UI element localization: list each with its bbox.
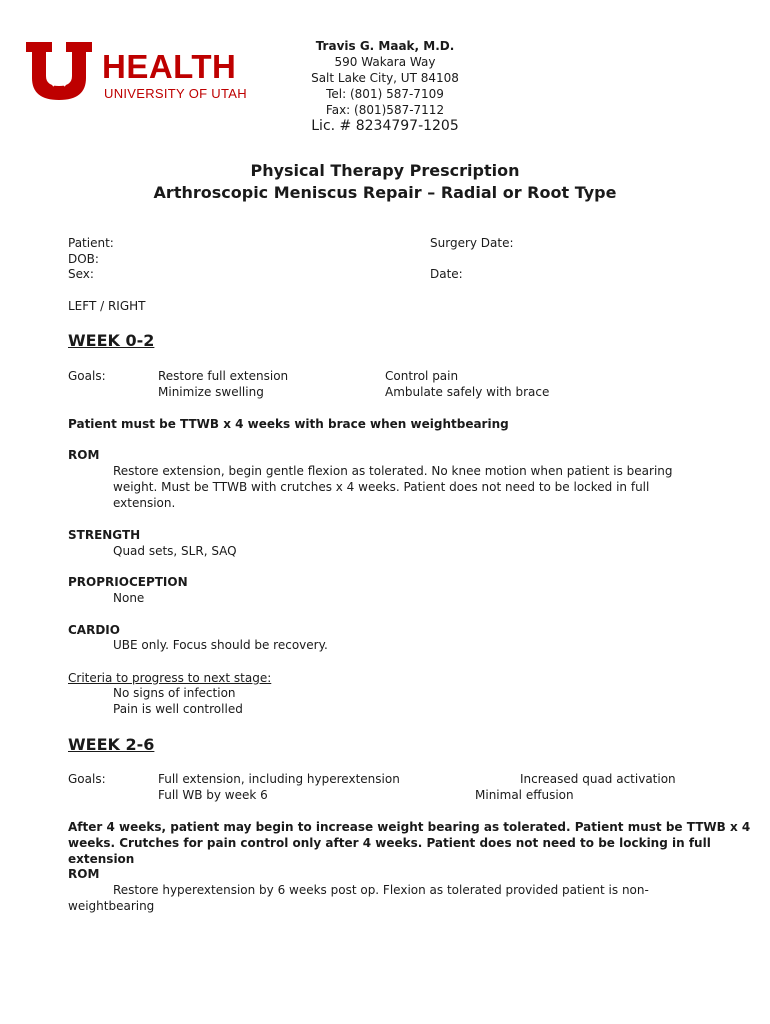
u-block-logo-icon — [26, 42, 98, 100]
week1-criteria-label: Criteria to progress to next stage: — [68, 671, 272, 685]
week1-criteria-2: Pain is well controlled — [113, 702, 243, 716]
side-selection: LEFT / RIGHT — [68, 299, 146, 313]
week-0-2-heading: WEEK 0-2 — [68, 331, 155, 350]
week1-cardio-text: UBE only. Focus should be recovery. — [113, 638, 328, 652]
week1-strength-text: Quad sets, SLR, SAQ — [113, 544, 237, 558]
week1-goal-1: Restore full extension — [158, 369, 289, 383]
dob-label: DOB: — [68, 252, 99, 266]
phone-number: Tel: (801) 587-7109 — [326, 87, 444, 101]
week1-weightbearing-note: Patient must be TTWB x 4 weeks with brace when weightbearing — [68, 417, 509, 431]
title-line2: Arthroscopic Meniscus Repair – Radial or Root Type — [153, 183, 617, 202]
week1-criteria-1: No signs of infection — [113, 686, 236, 700]
week1-goal-2: Minimize swelling — [158, 385, 264, 399]
fax-number: Fax: (801)587-7112 — [325, 103, 445, 117]
surgery-date-label: Surgery Date: — [430, 236, 514, 250]
week1-goal-4: Ambulate safely with brace — [385, 385, 550, 399]
doctor-address-block — [300, 38, 470, 118]
address-line1: 590 Wakara Way — [334, 55, 436, 69]
patient-label: Patient: — [68, 236, 114, 250]
logo-health-text: HEALTH — [102, 48, 237, 85]
title-line1: Physical Therapy Prescription — [250, 161, 520, 180]
week2-goals-label: Goals: — [68, 772, 106, 786]
doctor-name: Travis G. Maak, M.D. — [315, 39, 455, 53]
week2-rom-line1: Restore hyperextension by 6 weeks post op. Flexion as tolerated provided patient is non- — [113, 883, 649, 897]
document-title — [0, 160, 770, 204]
university-of-utah-health-logo — [26, 42, 258, 102]
week1-rom-line3: extension. — [113, 496, 176, 510]
week1-proprioception-text: None — [113, 591, 145, 605]
sex-label: Sex: — [68, 267, 94, 281]
week1-goal-3: Control pain — [385, 369, 459, 383]
week-2-6-heading: WEEK 2-6 — [68, 735, 155, 754]
week1-proprioception-label: PROPRIOCEPTION — [68, 575, 188, 589]
address-line2: Salt Lake City, UT 84108 — [311, 71, 459, 85]
week1-goals-label: Goals: — [68, 369, 106, 383]
week2-goal-2: Full WB by week 6 — [158, 788, 268, 802]
week2-rom-line2: weightbearing — [68, 899, 155, 913]
license-number: Lic. # 8234797-1205 — [311, 118, 459, 134]
logo-university-text: UNIVERSITY OF UTAH — [104, 86, 247, 101]
week1-cardio-label: CARDIO — [68, 623, 120, 637]
week2-rom-label: ROM — [68, 867, 100, 881]
week2-note-line2: weeks. Crutches for pain control only after 4 weeks. Patient does not need to be locking in full extension — [68, 836, 711, 866]
week2-goal-1: Full extension, including hyperextension — [158, 772, 400, 786]
week1-strength-label: STRENGTH — [68, 528, 141, 542]
week2-goal-4: Minimal effusion — [475, 788, 574, 802]
week2-goal-3: Increased quad activation — [520, 772, 676, 786]
date-label: Date: — [430, 267, 463, 281]
week1-rom-line2: weight. Must be TTWB with crutches x 4 weeks. Patient does not need to be locked in full — [113, 480, 650, 494]
week2-note-line1: After 4 weeks, patient may begin to increase weight bearing as tolerated. Patient must be TTWB x 4 — [68, 820, 751, 834]
week1-rom-label: ROM — [68, 448, 100, 462]
week1-rom-line1: Restore extension, begin gentle flexion as tolerated. No knee motion when patient is bearing — [113, 464, 673, 478]
